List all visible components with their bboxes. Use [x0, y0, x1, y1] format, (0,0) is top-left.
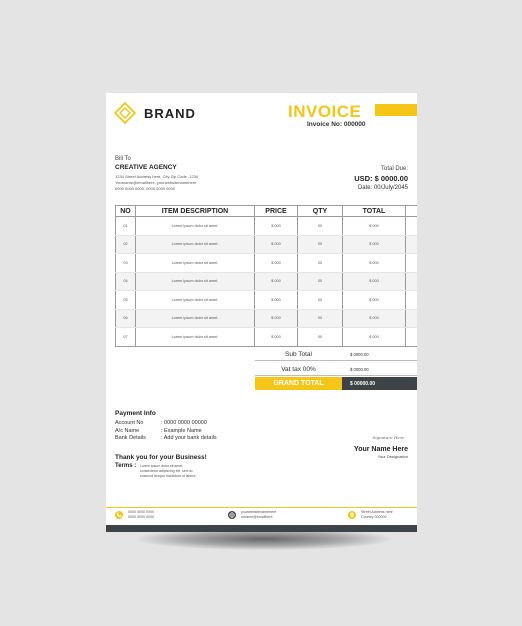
footer-dark-bar — [106, 525, 417, 532]
bill-to-name: CREATIVE AGENCY — [115, 164, 177, 171]
payment-value: : Example Name — [161, 428, 202, 434]
signatory-name: Your Name Here — [354, 446, 408, 453]
cell-spacer — [406, 254, 418, 273]
phone-icon — [115, 511, 123, 519]
location-icon — [348, 511, 356, 519]
footer-phone-line: 0000 0000 0000 — [128, 515, 154, 519]
footer-phone — [115, 510, 154, 520]
cell-spacer — [406, 217, 418, 236]
thank-you-message: Thank you for your Business! — [115, 454, 207, 461]
cell-price: $ 000 — [255, 272, 298, 291]
footer-phone-text — [128, 510, 154, 520]
footer-web-text — [241, 510, 276, 520]
cell-total: $ 000 — [343, 217, 406, 236]
cell-total: $ 000 — [343, 291, 406, 310]
brand-name: BRAND — [144, 106, 196, 121]
cell-description: Lorem ipsum dolor sit amet. — [136, 272, 255, 291]
items-table — [115, 205, 417, 347]
payment-info-title: Payment Info — [115, 410, 156, 417]
payment-value: : 0000 0000 00000 — [161, 420, 207, 426]
terms-text-line: eiusmod tempor incididunt ut labore. — [140, 474, 197, 478]
cell-spacer — [406, 328, 418, 347]
bill-to-label: Bill To — [115, 156, 131, 162]
cell-no: 07 — [116, 328, 136, 347]
subtotal-row — [255, 348, 417, 361]
grand-total-value: $ 00000.00 — [342, 377, 417, 390]
subtotal-value: $ 0000.00 — [350, 351, 369, 357]
total-due-label: Total Due: — [380, 166, 408, 172]
cell-price: $ 000 — [255, 291, 298, 310]
vat-value: $ 0000.00 — [350, 366, 369, 372]
cell-spacer — [406, 309, 418, 328]
grand-total-row — [255, 377, 417, 390]
cell-description: Lorem ipsum dolor sit amet. — [136, 291, 255, 310]
cell-spacer — [406, 235, 418, 254]
cell-description: Lorem ipsum dolor sit amet. — [136, 328, 255, 347]
payment-key: Account No — [115, 420, 144, 426]
payment-bank-details — [115, 435, 217, 441]
payment-key: Bank Details — [115, 435, 146, 441]
cell-spacer — [406, 272, 418, 291]
cell-qty: 00 — [298, 328, 343, 347]
terms-text-line: consectetur adipiscing elit, sed do — [140, 469, 193, 473]
footer-web — [228, 510, 276, 520]
cell-price: $ 000 — [255, 309, 298, 328]
cell-qty: 00 — [298, 272, 343, 291]
cell-no: 03 — [116, 254, 136, 273]
cell-price: $ 000 — [255, 328, 298, 347]
footer-address — [348, 510, 393, 520]
col-header-price: PRICE — [255, 206, 298, 217]
globe-icon — [228, 511, 236, 519]
table-row — [116, 328, 418, 347]
invoice-accent-bar — [375, 104, 417, 116]
table-row — [116, 291, 418, 310]
footer-web-line: urname@emailhere — [241, 515, 273, 519]
signatory-designation: Your Designation — [377, 454, 408, 459]
col-header-qty: QTY — [298, 206, 343, 217]
bill-to-address: 1234 Street Address here, City Zip Code -1234 — [115, 174, 199, 179]
footer-address-text — [361, 510, 393, 520]
col-header-total: TOTAL — [343, 206, 406, 217]
table-row — [116, 235, 418, 254]
vat-row — [255, 363, 417, 376]
footer-address-line: Street Address here — [361, 510, 393, 514]
cell-total: $ 000 — [343, 254, 406, 273]
cell-total: $ 000 — [343, 272, 406, 291]
invoice-title: INVOICE — [288, 102, 362, 121]
cell-qty: 00 — [298, 309, 343, 328]
cell-no: 04 — [116, 272, 136, 291]
invoice-number: Invoice No: 000000 — [307, 121, 366, 128]
cell-description: Lorem ipsum dolor sit amet. — [136, 217, 255, 236]
table-row — [116, 254, 418, 273]
cell-spacer — [406, 291, 418, 310]
cell-no: 06 — [116, 309, 136, 328]
col-header-no: NO — [116, 206, 136, 217]
table-row — [116, 272, 418, 291]
brand-logo-icon — [114, 102, 136, 124]
cell-qty: 00 — [298, 254, 343, 273]
subtotal-label: Sub Total — [285, 350, 312, 358]
footer-web-line: yourwebsitenamehere — [241, 510, 277, 514]
table-row — [116, 309, 418, 328]
payment-value: : Add your bank details — [161, 435, 217, 441]
cell-price: $ 000 — [255, 254, 298, 273]
cell-qty: 00 — [298, 291, 343, 310]
payment-key: A/c Name — [115, 428, 140, 434]
bill-to-contact: Yourname@emailhere, yourwebsitenamehere — [115, 180, 197, 185]
cell-qty: 00 — [298, 235, 343, 254]
bill-to-phone: 0000 0000 0000, 0000 0000 0000 — [115, 186, 176, 191]
cell-price: $ 000 — [255, 217, 298, 236]
cell-qty: 00 — [298, 217, 343, 236]
col-header-spacer — [406, 206, 418, 217]
terms-text-line: Lorem ipsum dolor sit amet, — [140, 464, 184, 468]
table-header-row — [116, 206, 418, 217]
footer-phone-line: 0000 0000 0000 — [128, 510, 154, 514]
terms-label: Terms : — [115, 463, 137, 469]
footer-address-line: Country 000000 — [361, 515, 387, 519]
vat-label: Vat tax 00% — [281, 365, 316, 373]
payment-account-name — [115, 428, 202, 434]
cell-total: $ 000 — [343, 309, 406, 328]
cell-total: $ 000 — [343, 328, 406, 347]
payment-account-no — [115, 420, 207, 426]
table-row — [116, 217, 418, 236]
invoice-date: Date: 00/July/2045 — [357, 185, 408, 191]
cell-total: $ 000 — [343, 235, 406, 254]
cell-description: Lorem ipsum dolor sit amet. — [136, 235, 255, 254]
total-due-value: USD: $ 0000.00 — [354, 174, 408, 183]
cell-price: $ 000 — [255, 235, 298, 254]
cell-no: 01 — [116, 217, 136, 236]
footer-accent-line — [106, 507, 417, 508]
col-header-description: ITEM DESCRIPTION — [136, 206, 255, 217]
cell-description: Lorem ipsum dolor sit amet. — [136, 254, 255, 273]
cell-no: 05 — [116, 291, 136, 310]
cell-description: Lorem ipsum dolor sit amet. — [136, 309, 255, 328]
signature-script: Signature Here — [372, 435, 404, 440]
cell-no: 02 — [116, 235, 136, 254]
grand-total-label: GRAND TOTAL — [255, 377, 342, 390]
invoice-page — [106, 93, 417, 532]
